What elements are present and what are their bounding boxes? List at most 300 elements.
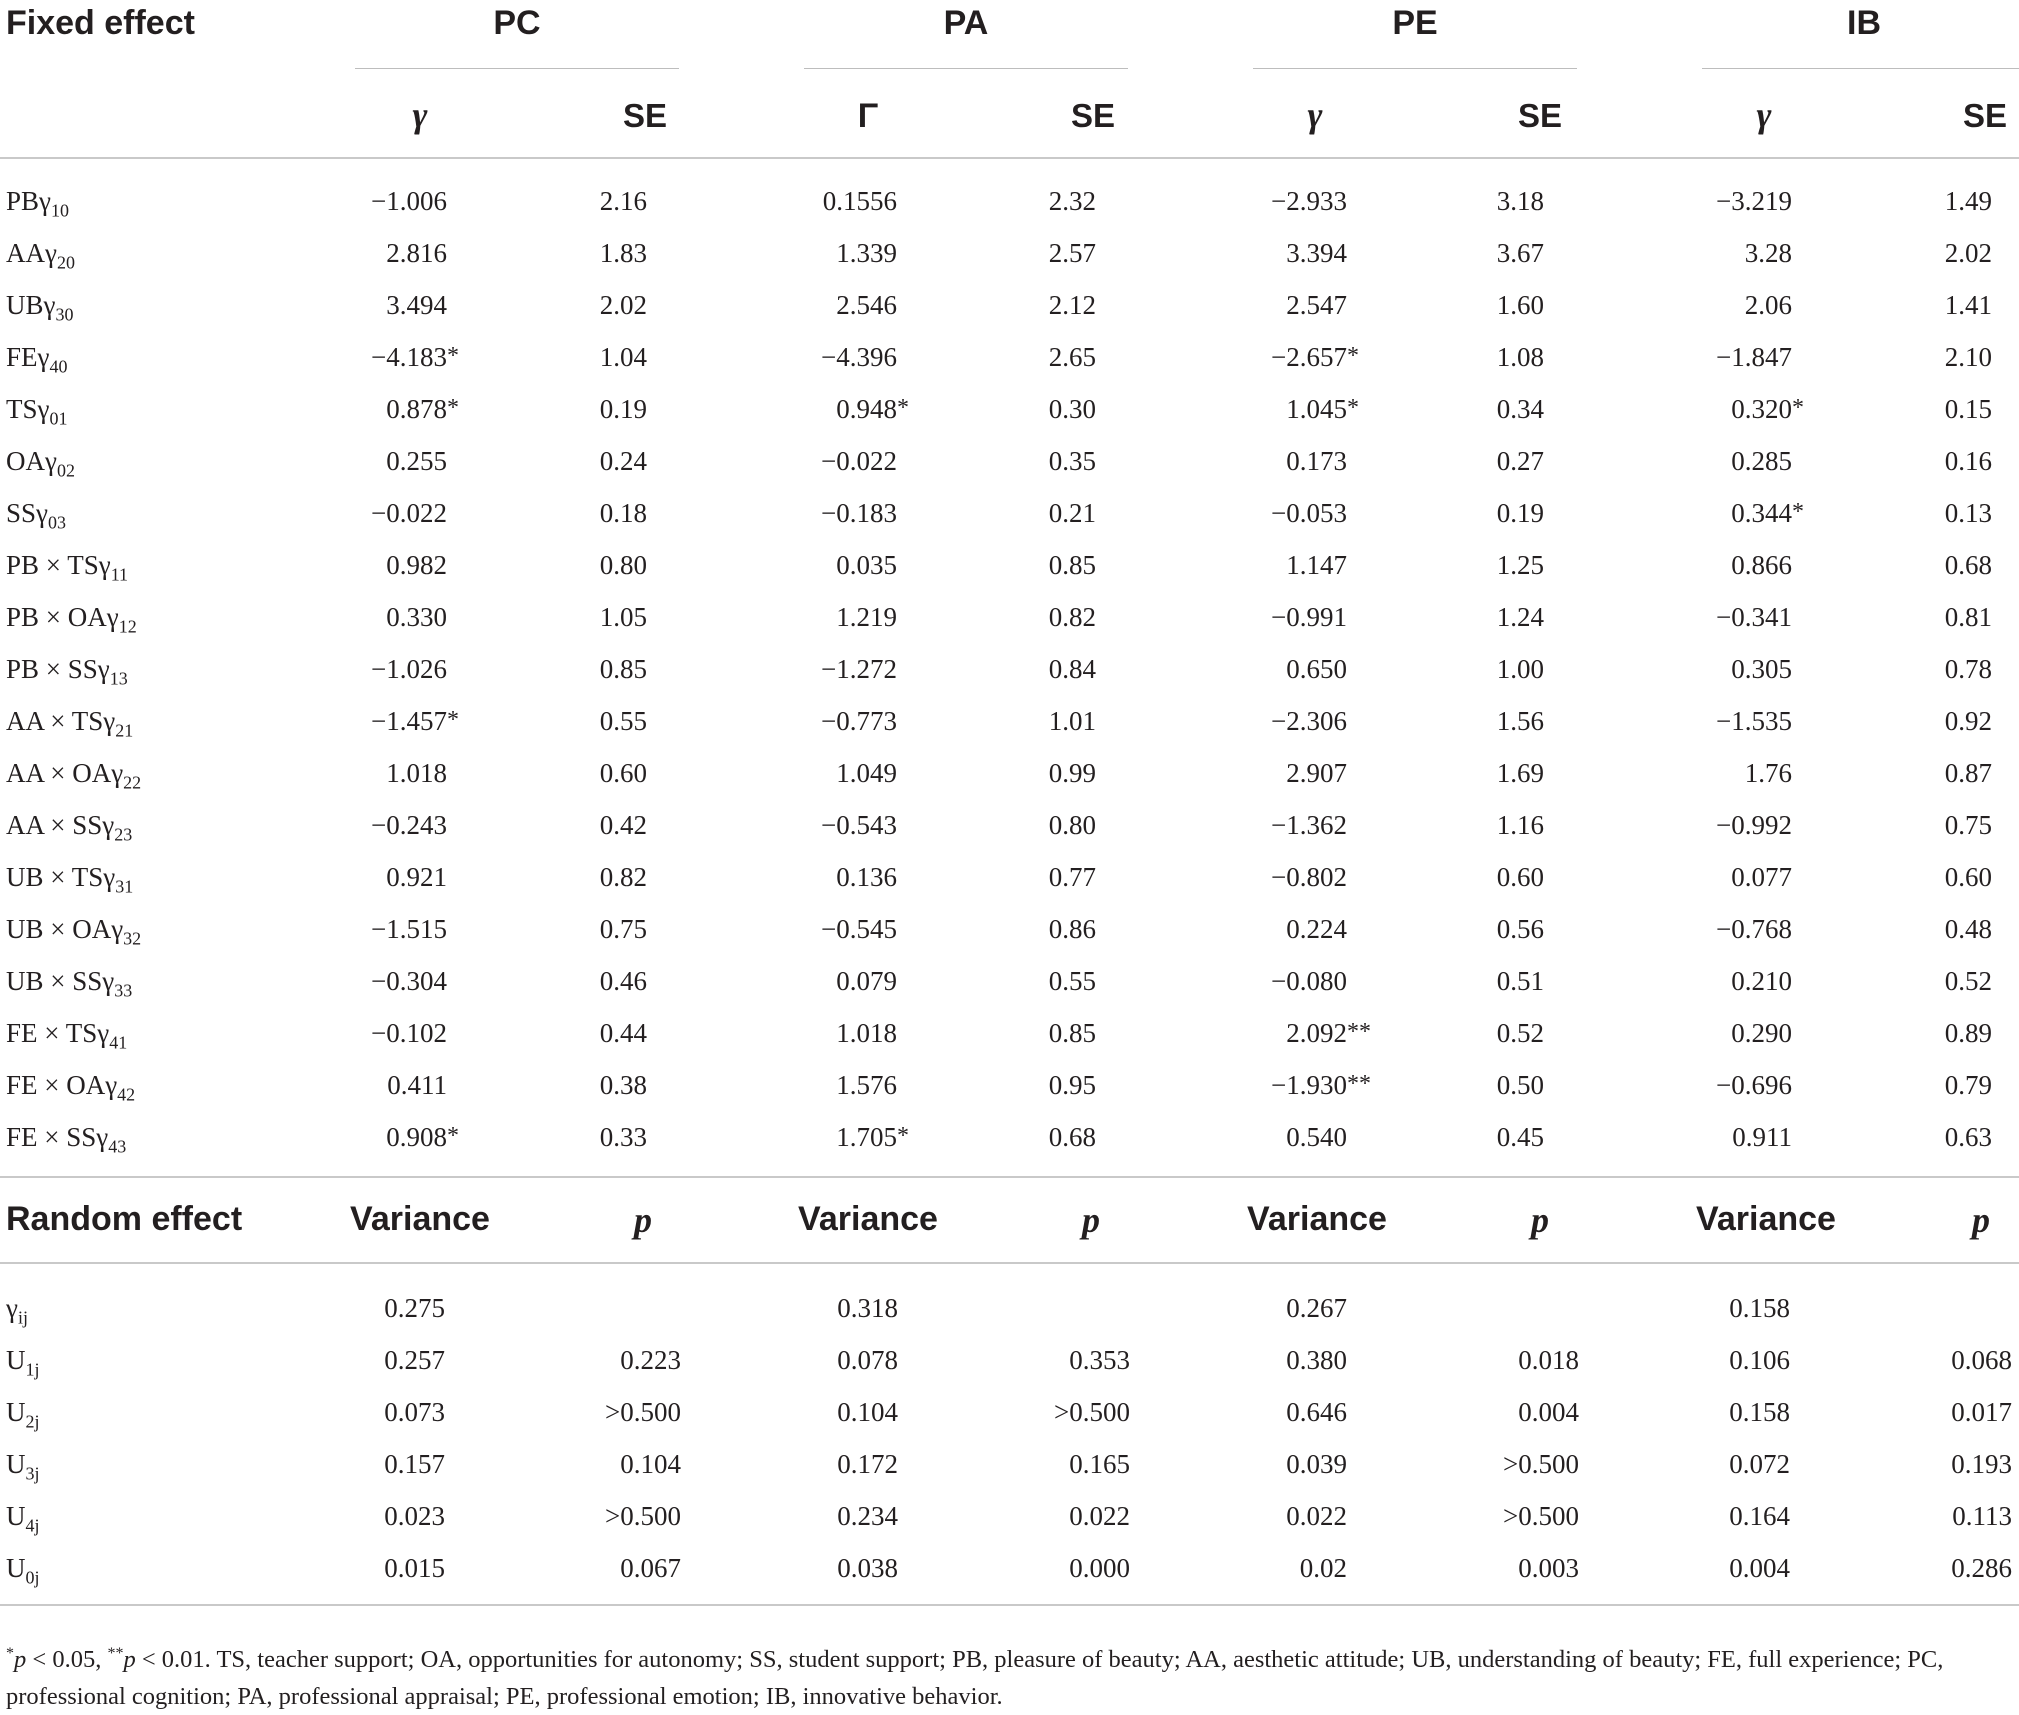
se-cell xyxy=(547,1072,667,1099)
variance-cell: 0.267 xyxy=(1286,1293,1347,1323)
row-label-subscript: 01 xyxy=(49,408,68,429)
cell-value: −1.847 xyxy=(1716,342,1792,372)
row-label-subscript: 11 xyxy=(110,564,129,585)
p-value-cell: 0.193 xyxy=(1951,1449,2012,1479)
p-value-cell: 0.068 xyxy=(1951,1345,2012,1375)
row-label-text: SSγ xyxy=(6,498,48,528)
se-cell xyxy=(1892,292,2012,319)
se-cell xyxy=(547,812,667,839)
cell-value: 0.19 xyxy=(1496,498,1544,528)
random-header-rule xyxy=(0,1262,2019,1264)
cell-value: 0.77 xyxy=(1048,862,1096,892)
cell-value: 0.46 xyxy=(599,966,647,996)
row-label-text: PB × TSγ xyxy=(6,550,111,580)
coef-cell xyxy=(717,812,917,839)
coef-cell xyxy=(1612,344,1812,371)
variance-cell: 0.172 xyxy=(837,1449,898,1479)
coef-cell xyxy=(1167,396,1367,423)
p-header-pc: p xyxy=(634,1200,652,1240)
se-cell xyxy=(1892,448,2012,475)
se-cell xyxy=(1892,968,2012,995)
row-label-text: TSγ xyxy=(6,394,50,424)
cell-value: −0.773 xyxy=(821,706,897,736)
cell-value: −0.543 xyxy=(821,810,897,840)
se-cell xyxy=(547,604,667,631)
coef-cell xyxy=(1612,552,1812,579)
row-label-subscript: 22 xyxy=(123,772,142,793)
significance-marker: * xyxy=(897,395,909,421)
cell-value: 0.079 xyxy=(836,966,897,996)
coef-cell xyxy=(267,292,467,319)
fixed-row-label xyxy=(6,448,75,479)
cell-value: 1.49 xyxy=(1944,186,1992,216)
variance-cell: 0.072 xyxy=(1729,1449,1790,1479)
cell-value: 0.255 xyxy=(386,446,447,476)
se-cell xyxy=(547,292,667,319)
significance-marker: * xyxy=(1347,395,1359,421)
cell-value: 0.80 xyxy=(599,550,647,580)
se-cell xyxy=(1444,344,1564,371)
se-cell xyxy=(996,344,1116,371)
cell-value: 0.81 xyxy=(1944,602,1992,632)
se-cell xyxy=(996,240,1116,267)
row-label-subscript: 31 xyxy=(115,876,134,897)
coef-cell xyxy=(267,864,467,891)
cell-value: −0.102 xyxy=(371,1018,447,1048)
cell-value: 0.55 xyxy=(599,706,647,736)
group-rule-ib xyxy=(1702,68,2019,69)
cell-value: 1.56 xyxy=(1496,706,1544,736)
se-cell xyxy=(1892,500,2012,527)
cell-value: 3.18 xyxy=(1496,186,1544,216)
variance-cell: 0.106 xyxy=(1729,1345,1790,1375)
row-label-subscript: 20 xyxy=(56,252,75,273)
se-cell xyxy=(1444,448,1564,475)
cell-value: 0.15 xyxy=(1944,394,1992,424)
row-label-text: UBγ xyxy=(6,290,56,320)
fixed-row-label xyxy=(6,1020,127,1051)
se-cell xyxy=(1892,188,2012,215)
subheader-se-pe: SE xyxy=(1517,97,1563,134)
se-cell xyxy=(1892,864,2012,891)
group-header-pc: PC xyxy=(493,4,541,42)
cell-value: 1.219 xyxy=(836,602,897,632)
row-label-text: U xyxy=(6,1553,26,1583)
cell-value: 0.21 xyxy=(1048,498,1096,528)
cell-value: 0.948 xyxy=(836,394,897,424)
cell-value: 0.16 xyxy=(1944,446,1992,476)
cell-value: 2.32 xyxy=(1048,186,1096,216)
cell-value: −0.696 xyxy=(1716,1070,1792,1100)
fixed-row-label xyxy=(6,708,133,739)
se-cell xyxy=(1444,1124,1564,1151)
header-bottom-rule xyxy=(0,157,2019,159)
fixed-row-label xyxy=(6,188,69,219)
cell-value: −1.026 xyxy=(371,654,447,684)
variance-cell: 0.234 xyxy=(837,1501,898,1531)
se-cell xyxy=(1892,1124,2012,1151)
subheader-coef-pa: Γ xyxy=(857,97,879,135)
coef-cell xyxy=(1612,396,1812,423)
coef-cell xyxy=(1612,604,1812,631)
p-value-cell: 0.286 xyxy=(1951,1553,2012,1583)
row-label-text: AA × OAγ xyxy=(6,758,124,788)
cell-value: −1.362 xyxy=(1271,810,1347,840)
cell-value: 1.147 xyxy=(1286,550,1347,580)
se-cell xyxy=(547,1020,667,1047)
cell-value: 2.907 xyxy=(1286,758,1347,788)
variance-header-ib: Variance xyxy=(1696,1200,1836,1238)
variance-cell: 0.104 xyxy=(837,1397,898,1427)
cell-value: −2.306 xyxy=(1271,706,1347,736)
cell-value: 0.48 xyxy=(1944,914,1992,944)
cell-value: 2.16 xyxy=(599,186,647,216)
cell-value: 1.16 xyxy=(1496,810,1544,840)
fixed-row-label xyxy=(6,1072,135,1103)
coef-cell xyxy=(1167,812,1367,839)
cell-value: −0.768 xyxy=(1716,914,1792,944)
variance-cell: 0.038 xyxy=(837,1553,898,1583)
cell-value: 0.921 xyxy=(386,862,447,892)
cell-value: 0.78 xyxy=(1944,654,1992,684)
p-value-cell: >0.500 xyxy=(1503,1449,1579,1479)
coef-cell xyxy=(1612,240,1812,267)
cell-value: 0.51 xyxy=(1496,966,1544,996)
cell-value: 0.34 xyxy=(1496,394,1544,424)
coef-cell xyxy=(267,344,467,371)
se-cell xyxy=(996,292,1116,319)
row-label-subscript: 4j xyxy=(25,1515,40,1536)
row-label-text: U xyxy=(6,1449,26,1479)
coef-cell xyxy=(1167,1018,1371,1048)
row-label-text: U xyxy=(6,1397,26,1427)
variance-cell: 0.004 xyxy=(1729,1553,1790,1583)
cell-value: 3.394 xyxy=(1286,238,1347,268)
subheader-coef-pe: γ xyxy=(1307,95,1323,135)
row-label-subscript: 1j xyxy=(25,1359,40,1380)
cell-value: −0.022 xyxy=(821,446,897,476)
group-header-pe: PE xyxy=(1392,4,1438,42)
coef-cell xyxy=(1612,448,1812,475)
coef-cell xyxy=(717,500,917,527)
random-row-label xyxy=(6,1347,40,1378)
row-label-subscript: 03 xyxy=(47,512,66,533)
cell-value: 0.866 xyxy=(1731,550,1792,580)
cell-value: −0.243 xyxy=(371,810,447,840)
subheader-se-pa: SE xyxy=(1070,97,1116,134)
coef-cell xyxy=(267,916,467,943)
p-header-pa: p xyxy=(1082,1200,1100,1240)
cell-value: −0.080 xyxy=(1271,966,1347,996)
coef-cell xyxy=(267,552,467,579)
cell-value: 0.035 xyxy=(836,550,897,580)
coef-cell xyxy=(1167,344,1367,371)
coef-cell xyxy=(1167,448,1367,475)
p-header-ib: p xyxy=(1972,1200,1990,1240)
p-value-cell: 0.067 xyxy=(620,1553,681,1583)
variance-cell: 0.023 xyxy=(384,1501,445,1531)
cell-value: 2.57 xyxy=(1048,238,1096,268)
cell-value: 0.1556 xyxy=(822,186,897,216)
cell-value: 0.13 xyxy=(1944,498,1992,528)
significance-marker: * xyxy=(897,1123,909,1149)
variance-cell: 0.275 xyxy=(384,1293,445,1323)
cell-value: 1.76 xyxy=(1744,758,1792,788)
coef-cell xyxy=(1612,1072,1812,1099)
group-rule-pc xyxy=(355,68,679,69)
cell-value: 2.092 xyxy=(1286,1018,1347,1048)
cell-value: 2.546 xyxy=(836,290,897,320)
cell-value: −1.006 xyxy=(371,186,447,216)
cell-value: 3.494 xyxy=(386,290,447,320)
p-value-cell: 0.022 xyxy=(1069,1501,1130,1531)
cell-value: 0.44 xyxy=(599,1018,647,1048)
significance-marker: * xyxy=(1792,395,1804,421)
cell-value: 0.85 xyxy=(1048,550,1096,580)
se-cell xyxy=(1444,656,1564,683)
coef-cell xyxy=(1167,1124,1367,1151)
variance-cell: 0.318 xyxy=(837,1293,898,1323)
coef-cell xyxy=(717,708,917,735)
cell-value: 0.60 xyxy=(1944,862,1992,892)
p-value-cell: 0.017 xyxy=(1951,1397,2012,1427)
coef-cell xyxy=(267,968,467,995)
se-cell xyxy=(547,552,667,579)
cell-value: 1.69 xyxy=(1496,758,1544,788)
cell-value: −0.304 xyxy=(371,966,447,996)
coef-cell xyxy=(1612,760,1812,787)
coef-cell xyxy=(1167,500,1367,527)
cell-value: 0.75 xyxy=(599,914,647,944)
cell-value: 0.79 xyxy=(1944,1070,1992,1100)
coef-cell xyxy=(1167,188,1367,215)
fixed-row-label xyxy=(6,344,67,375)
p-value-cell: 0.353 xyxy=(1069,1345,1130,1375)
cell-value: 0.27 xyxy=(1496,446,1544,476)
fixed-row-label xyxy=(6,968,132,999)
se-cell xyxy=(996,188,1116,215)
cell-value: −1.535 xyxy=(1716,706,1792,736)
se-cell xyxy=(547,500,667,527)
se-cell xyxy=(996,1020,1116,1047)
row-label-subscript: 43 xyxy=(108,1136,127,1157)
se-cell xyxy=(1892,760,2012,787)
cell-value: 0.50 xyxy=(1496,1070,1544,1100)
se-cell xyxy=(1444,240,1564,267)
cell-value: −2.657 xyxy=(1271,342,1347,372)
se-cell xyxy=(996,552,1116,579)
row-label-subscript: 13 xyxy=(109,668,128,689)
fixed-row-label xyxy=(6,656,128,687)
coef-cell xyxy=(1612,188,1812,215)
coef-cell xyxy=(1612,656,1812,683)
row-label-text: FEγ xyxy=(6,342,50,372)
fixed-row-label xyxy=(6,1124,126,1155)
cell-value: 0.85 xyxy=(1048,1018,1096,1048)
cell-value: −3.219 xyxy=(1716,186,1792,216)
row-label-text: UB × OAγ xyxy=(6,914,124,944)
se-cell xyxy=(996,448,1116,475)
se-cell xyxy=(1444,604,1564,631)
cell-value: 0.136 xyxy=(836,862,897,892)
coef-cell xyxy=(1167,864,1367,891)
se-cell xyxy=(1444,760,1564,787)
cell-value: 0.86 xyxy=(1048,914,1096,944)
cell-value: 0.68 xyxy=(1944,550,1992,580)
random-row-label xyxy=(6,1451,40,1482)
se-cell xyxy=(996,1124,1116,1151)
coef-cell xyxy=(717,916,917,943)
cell-value: 0.290 xyxy=(1731,1018,1792,1048)
se-cell xyxy=(996,656,1116,683)
row-label-subscript: 30 xyxy=(55,304,74,325)
cell-value: −1.457 xyxy=(371,706,447,736)
fixed-row-label xyxy=(6,292,73,323)
coef-cell xyxy=(1167,604,1367,631)
row-label-subscript: 42 xyxy=(117,1084,136,1105)
coef-cell xyxy=(267,604,467,631)
cell-value: 1.01 xyxy=(1048,706,1096,736)
cell-value: 2.10 xyxy=(1944,342,1992,372)
p-value-cell: 0.003 xyxy=(1518,1553,1579,1583)
coef-cell xyxy=(1612,968,1812,995)
coef-cell xyxy=(1167,292,1367,319)
coef-cell xyxy=(717,396,917,423)
cell-value: 0.75 xyxy=(1944,810,1992,840)
cell-value: 0.411 xyxy=(387,1070,447,1100)
se-cell xyxy=(996,760,1116,787)
cell-value: 0.89 xyxy=(1944,1018,1992,1048)
se-cell xyxy=(1444,812,1564,839)
cell-value: 0.85 xyxy=(599,654,647,684)
cell-value: 2.02 xyxy=(1944,238,1992,268)
fixed-row-label xyxy=(6,864,133,895)
row-label-text: AAγ xyxy=(6,238,57,268)
row-label-text: PB × SSγ xyxy=(6,654,110,684)
row-label-text: FE × OAγ xyxy=(6,1070,118,1100)
se-cell xyxy=(1444,916,1564,943)
subheader-coef-pc: γ xyxy=(412,95,428,135)
cell-value: 0.52 xyxy=(1944,966,1992,996)
se-cell xyxy=(547,1124,667,1151)
cell-value: 0.982 xyxy=(386,550,447,580)
fixed-row-label xyxy=(6,500,66,531)
cell-value: −0.992 xyxy=(1716,810,1792,840)
se-cell xyxy=(1444,188,1564,215)
coef-cell xyxy=(267,1020,467,1047)
cell-value: 1.018 xyxy=(386,758,447,788)
se-cell xyxy=(547,708,667,735)
cell-value: 0.80 xyxy=(1048,810,1096,840)
p-value-cell: >0.500 xyxy=(1503,1501,1579,1531)
coef-cell xyxy=(267,812,467,839)
row-label-text: UB × SSγ xyxy=(6,966,115,996)
coef-cell xyxy=(717,292,917,319)
coef-cell xyxy=(1612,708,1812,735)
random-row-label xyxy=(6,1555,40,1586)
cell-value: 1.705 xyxy=(836,1122,897,1152)
row-label-text: UB × TSγ xyxy=(6,862,116,892)
se-cell xyxy=(547,864,667,891)
group-header-ib: IB xyxy=(1847,4,1881,42)
coef-cell xyxy=(717,1072,917,1099)
row-label-subscript: 12 xyxy=(118,616,137,637)
row-label-subscript: 32 xyxy=(123,928,142,949)
cell-value: −0.991 xyxy=(1271,602,1347,632)
variance-cell: 0.022 xyxy=(1286,1501,1347,1531)
cell-value: −0.053 xyxy=(1271,498,1347,528)
variance-cell: 0.380 xyxy=(1286,1345,1347,1375)
se-cell xyxy=(547,760,667,787)
cell-value: 2.12 xyxy=(1048,290,1096,320)
row-label-text: FE × TSγ xyxy=(6,1018,110,1048)
coef-cell xyxy=(267,240,467,267)
fixed-row-label xyxy=(6,604,137,635)
subheader-coef-ib: γ xyxy=(1756,95,1772,135)
cell-value: 0.92 xyxy=(1944,706,1992,736)
se-cell xyxy=(1892,240,2012,267)
variance-header-pa: Variance xyxy=(798,1200,938,1238)
cell-value: −2.933 xyxy=(1271,186,1347,216)
cell-value: 2.816 xyxy=(386,238,447,268)
group-rule-pa xyxy=(804,68,1128,69)
random-effect-heading: Random effect xyxy=(6,1200,243,1238)
cell-value: 0.60 xyxy=(599,758,647,788)
cell-value: 1.83 xyxy=(599,238,647,268)
se-cell xyxy=(1892,396,2012,423)
coef-cell xyxy=(267,656,467,683)
cell-value: 0.344 xyxy=(1731,498,1792,528)
group-header-pa: PA xyxy=(943,4,989,42)
random-row-label xyxy=(6,1503,40,1534)
p-value-cell: >0.500 xyxy=(605,1501,681,1531)
cell-value: −0.183 xyxy=(821,498,897,528)
significance-marker: * xyxy=(447,395,459,421)
coef-cell xyxy=(1612,500,1812,527)
cell-value: 2.02 xyxy=(599,290,647,320)
cell-value: 0.650 xyxy=(1286,654,1347,684)
cell-value: −4.396 xyxy=(821,342,897,372)
row-label-subscript: 3j xyxy=(25,1463,40,1484)
significance-marker: * xyxy=(447,1123,459,1149)
coef-cell xyxy=(717,604,917,631)
cell-value: 0.878 xyxy=(386,394,447,424)
significance-marker: * xyxy=(1792,499,1804,525)
significance-marker: ** xyxy=(1347,1019,1371,1045)
coef-cell xyxy=(1612,1124,1812,1151)
row-label-text: AA × TSγ xyxy=(6,706,116,736)
cell-value: 2.547 xyxy=(1286,290,1347,320)
group-rule-pe xyxy=(1253,68,1577,69)
p-value-cell: 0.004 xyxy=(1518,1397,1579,1427)
cell-value: 0.82 xyxy=(1048,602,1096,632)
p-value-cell: 0.165 xyxy=(1069,1449,1130,1479)
cell-value: 0.210 xyxy=(1731,966,1792,996)
coef-cell xyxy=(717,968,917,995)
cell-value: 3.67 xyxy=(1496,238,1544,268)
cell-value: 1.41 xyxy=(1944,290,1992,320)
coef-cell xyxy=(717,760,917,787)
cell-value: 0.38 xyxy=(599,1070,647,1100)
se-cell xyxy=(547,344,667,371)
p-header-pe: p xyxy=(1531,1200,1549,1240)
cell-value: 0.30 xyxy=(1048,394,1096,424)
fixed-row-label xyxy=(6,916,141,947)
coef-cell xyxy=(1167,708,1367,735)
row-label-subscript: 21 xyxy=(115,720,134,741)
coef-cell xyxy=(267,500,467,527)
coef-cell xyxy=(1167,656,1367,683)
